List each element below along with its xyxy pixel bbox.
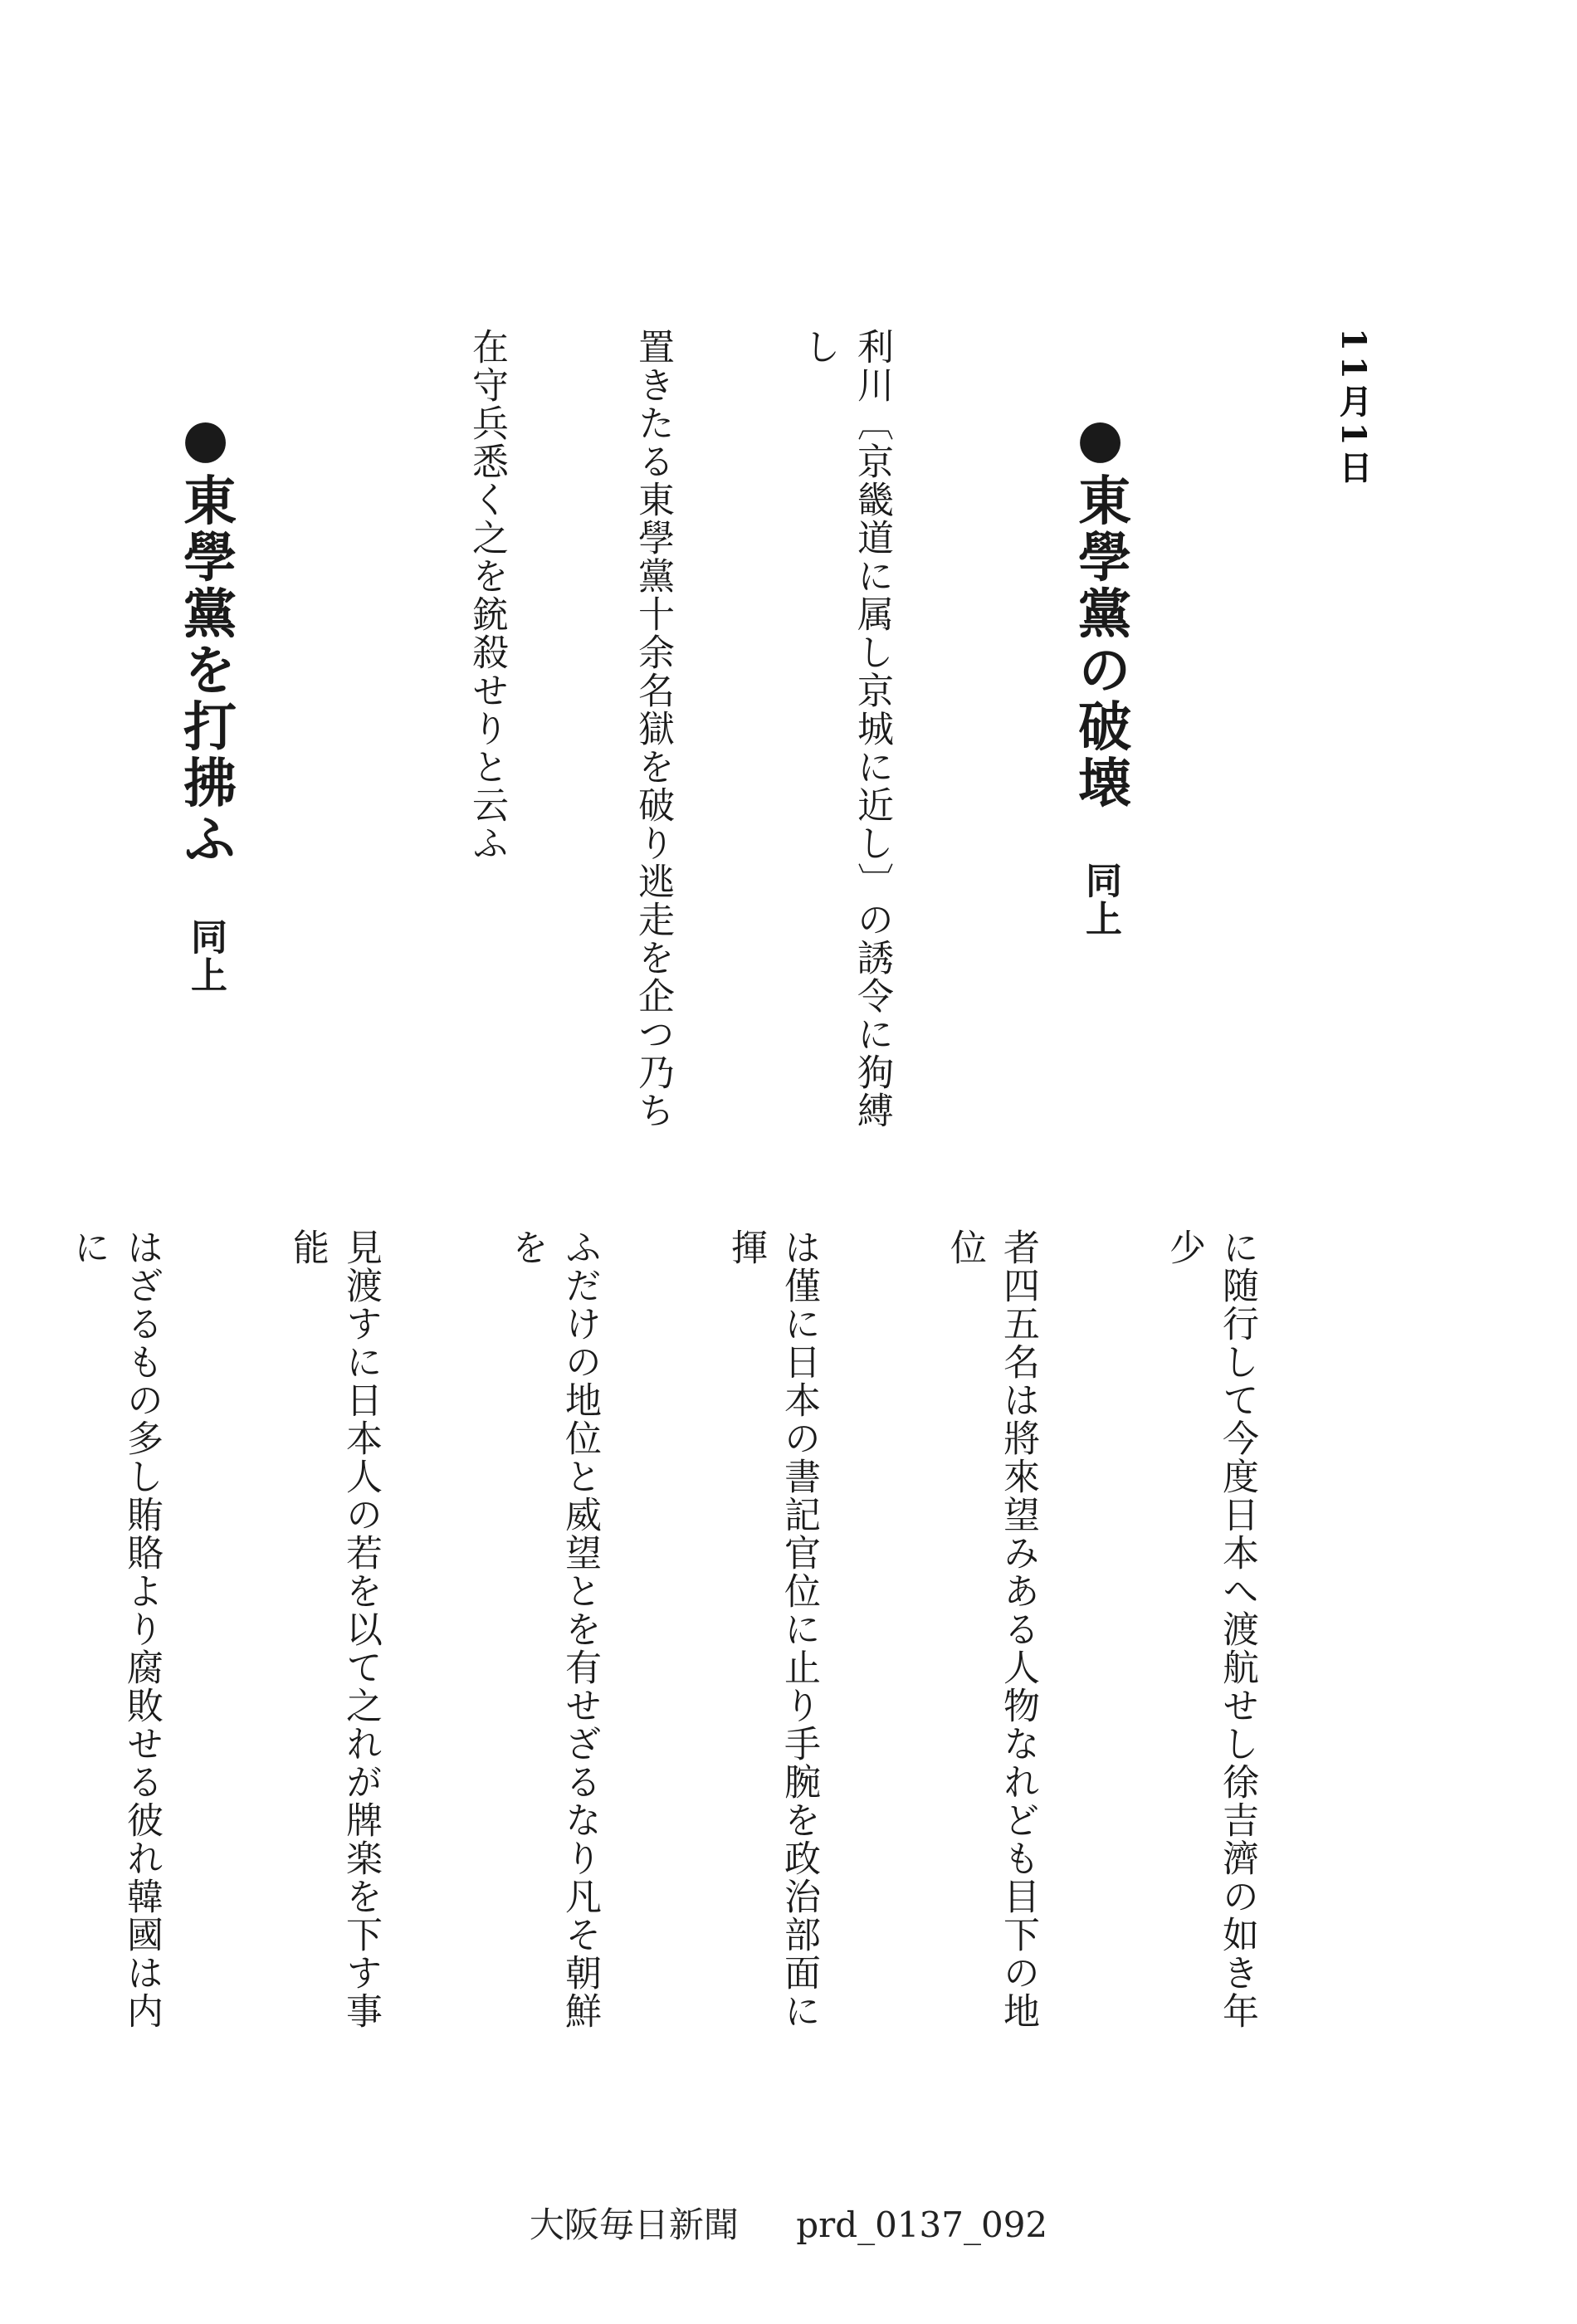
lower-line-5: 見渡すに日本人の若を以て之れが牌楽を下す事能 [286, 1228, 382, 2030]
article-2-headline: ●東學黨を打拂ふ [174, 407, 237, 868]
date-label: 11月1日 [1334, 328, 1373, 489]
lower-line-4: ふだけの地位と威望とを有せざるなり凡そ朝鮮を [505, 1228, 601, 2030]
lower-section [67, 1228, 1370, 2042]
article-2-byline: 同上 [184, 917, 227, 994]
lower-line-6: はざるもの多し賄賂より腐敗せる彼れ韓國は内に [67, 1228, 163, 2030]
upper-section [174, 328, 1295, 1158]
article-1-line-2: 置きたる東學黨十余名獄を破り逃走を企つ乃ち [632, 328, 674, 1130]
article-2 [116, 328, 294, 1158]
lower-line-3: は僅に日本の書記官位に止り手腕を政治部面に揮 [725, 1228, 820, 2030]
lower-line-1: に随行して今度日本へ渡航せし徐吉濟の如き年少 [1163, 1228, 1258, 2030]
article-1-line-1: 利川〔京畿道に属し京城に近し〕の誘令に狗縛し [798, 328, 893, 1130]
article-1 [1011, 328, 1189, 1158]
article-1-headline: ●東學黨の破壊 [1069, 407, 1131, 812]
footer-source: 大阪毎日新聞 [529, 2204, 739, 2245]
footer [0, 2198, 1577, 2248]
article-1-byline: 同上 [1079, 861, 1121, 938]
footer-code: prd_0137_092 [796, 2204, 1048, 2245]
lower-line-2: 者四五名は將來望みある人物なれども目下の地位 [944, 1228, 1039, 2030]
article-2-line-1 [0, 328, 3, 1158]
article-1-line-3: 在守兵悉く之を銃殺せりと云ふ [466, 328, 508, 862]
